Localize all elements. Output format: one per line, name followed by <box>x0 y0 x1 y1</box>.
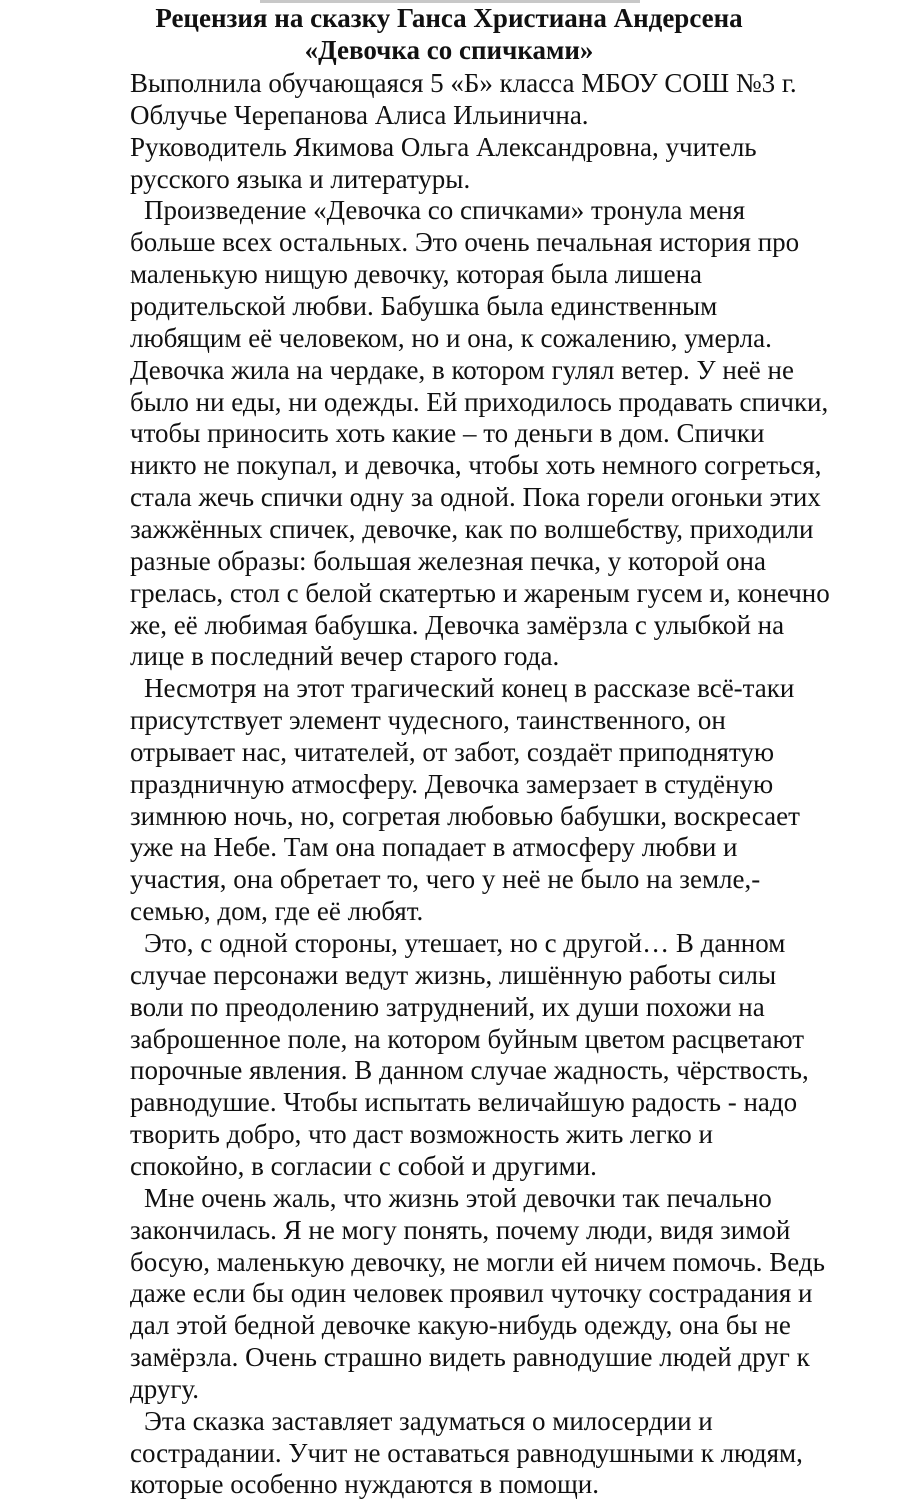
text-line: грелась, стол с белой скатертью и жареным гусем и, конечно <box>130 577 830 608</box>
text-line: чтобы приносить хоть какие – то деньги в дом. Спички <box>130 418 765 449</box>
text-line: Выполнила обучающаяся 5 «Б» класса МБОУ СОШ №3 г. <box>130 68 797 98</box>
text-line: Облучье Черепанова Алиса Ильинична. <box>130 99 589 130</box>
review-title-line-2: «Девочка со спичками» <box>304 35 594 65</box>
text-line: равнодушие. Чтобы испытать величайшую радость - надо <box>130 1087 798 1118</box>
text-line: зимнюю ночь, но, согретая любовью бабушки, воскресает <box>130 800 800 831</box>
text-line: же, её любимая бабушка. Девочка замёрзла с улыбкой на <box>130 609 785 640</box>
review-title-line-1: Рецензия на сказку Ганса Христиана Андерсена <box>155 3 743 33</box>
text-line: дал этой бедной девочке какую-нибудь одежду, она бы не <box>130 1310 791 1341</box>
text-line: другу. <box>130 1373 200 1404</box>
text-line: спокойно, в согласии с собой и другими. <box>130 1150 597 1181</box>
text-line: лице в последний вечер старого года. <box>130 641 560 672</box>
text-line: отрывает нас, читателей, от забот, создаёт приподнятую <box>130 736 775 767</box>
text-line: замёрзла. Очень страшно видеть равнодушие людей друг к <box>130 1342 810 1372</box>
text-line: Эта сказка заставляет задуматься о милосердии и <box>144 1405 713 1436</box>
text-line: стала жечь спички одну за одной. Пока горели огоньки этих <box>130 482 821 513</box>
text-line: Это, с одной стороны, утешает, но с другой… В данном <box>144 928 786 958</box>
text-line: заброшенное поле, на котором буйным цветом расцветают <box>130 1023 805 1054</box>
text-line: творить добро, что даст возможность жить легко и <box>130 1119 714 1149</box>
text-line: сострадании. Учит не оставаться равнодушными к людям, <box>130 1437 803 1468</box>
text-line: больше всех остальных. Это очень печальная история про <box>130 227 800 258</box>
text-line: Несмотря на этот трагический конец в рассказе всё-таки <box>144 673 795 704</box>
text-line: которые особенно нуждаются в помощи. <box>130 1469 599 1500</box>
text-line: Руководитель Якимова Ольга Александровна, учитель <box>130 131 757 162</box>
text-line: порочные явления. В данном случае жадность, чёрствость, <box>130 1055 809 1086</box>
text-line: разные образы: большая железная печка, у которой она <box>130 545 766 576</box>
text-line: присутствует элемент чудесного, таинственного, он <box>130 705 726 735</box>
text-line: было ни еды, ни одежды. Ей приходилось продавать спички, <box>130 386 829 417</box>
text-line: семью, дом, где её любят. <box>130 896 424 927</box>
text-line: никто не покупал, и девочка, чтобы хоть немного согреться, <box>130 450 822 481</box>
text-line: праздничную атмосферу. Девочка замерзает в студёную <box>130 768 774 799</box>
text-line: любящим её человеком, но и она, к сожалению, умерла. <box>130 322 772 353</box>
text-line: воли по преодолению затруднений, их души похожи на <box>130 991 765 1022</box>
text-line: Девочка жила на чердаке, в котором гулял ветер. У неё не <box>130 354 794 385</box>
text-line: случае персонажи ведут жизнь, лишённую работы силы <box>130 959 777 990</box>
text-line: участия, она обретает то, чего у неё не было на земле,- <box>130 864 761 895</box>
text-line: уже на Небе. Там она попадает в атмосферу любви и <box>130 832 738 863</box>
text-line: закончилась. Я не могу понять, почему люди, видя зимой <box>130 1214 791 1245</box>
text-line: босую, маленькую девочку, не могли ей ничем помочь. Ведь <box>130 1246 825 1277</box>
text-line: зажжённых спичек, девочке, как по волшебству, приходили <box>130 513 814 544</box>
text-line: маленькую нищую девочку, которая была лишена <box>130 259 703 290</box>
text-line: русского языка и литературы. <box>130 163 471 194</box>
text-line: Произведение «Девочка со спичками» тронула меня <box>144 195 746 226</box>
text-line: даже если бы один человек проявил чуточку сострадания и <box>130 1278 813 1309</box>
text-line: Мне очень жаль, что жизнь этой девочки так печально <box>144 1182 772 1213</box>
text-line: родительской любви. Бабушка была единственным <box>130 291 718 321</box>
